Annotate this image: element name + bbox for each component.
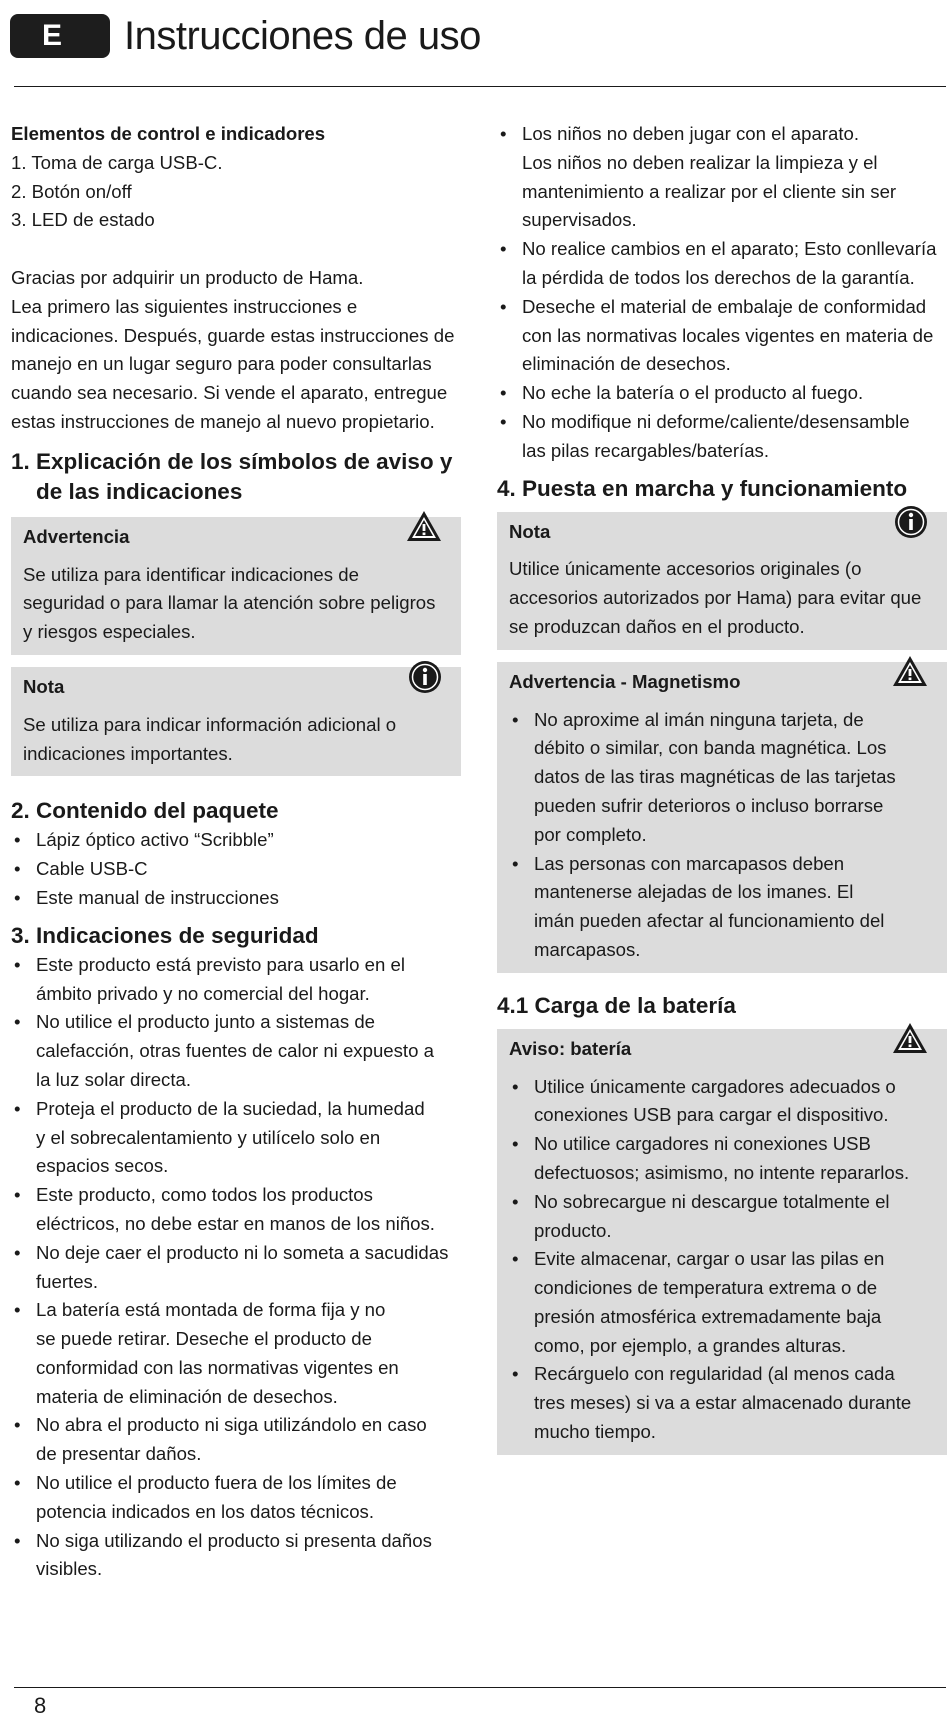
note-box <box>11 667 461 776</box>
list-item: • Lápiz óptico activo “Scribble” <box>11 826 461 855</box>
list-item: • No aproxime al imán ninguna tarjeta, de débito o similar, con banda magnética. Los datos de las tiras magnéticas de las tarjetas pueden sufrir deterioros o incluso borrarse por completo. <box>509 706 935 850</box>
page-number: 8 <box>34 1693 47 1718</box>
warning-box-title: Advertencia <box>23 525 130 547</box>
list-item: • No realice cambios en el aparato; Esto conllevaría la pérdida de todos los derechos de la garantía. <box>497 235 947 293</box>
list-item: • No utilice cargadores ni conexiones USB defectuosos; asimismo, no intente repararlos. <box>509 1130 935 1188</box>
safety-list-right <box>497 120 947 466</box>
language-tab: E <box>10 14 110 58</box>
warning-line: Se utiliza para identificar indicaciones de <box>23 563 359 585</box>
note-box-title: Nota <box>509 520 551 542</box>
right-column <box>497 120 947 1455</box>
list-item: • Deseche el material de embalaje de conformidad con las normativas locales vigentes en materia de eliminación de desechos. <box>497 293 947 379</box>
warning-line: seguridad o para llamar la atención sobre peligros <box>23 592 436 614</box>
list-item: • Proteja el producto de la suciedad, la humedad y el sobrecalentamiento y utilícelo solo en espacios secos. <box>11 1095 461 1181</box>
intro-line: estas instrucciones de manejo al nuevo propietario. <box>11 410 435 432</box>
magnetism-warning-title: Advertencia - Magnetismo <box>509 670 741 692</box>
controls-item: 1. Toma de carga USB-C. <box>11 151 223 173</box>
controls-item: 2. Botón on/off <box>11 180 132 202</box>
warning-triangle-icon <box>405 509 443 552</box>
controls-list <box>11 149 461 235</box>
intro-line: Lea primero las siguientes instrucciones e <box>11 295 358 317</box>
section-1-heading-line: 1. Explicación de los símbolos de aviso y <box>11 448 453 474</box>
note-line: accesorios autorizados por Hama) para evitar que <box>509 587 922 609</box>
info-circle-icon <box>893 504 929 549</box>
intro-line: Gracias por adquirir un producto de Hama. <box>11 266 364 288</box>
note-line: Utilice únicamente accesorios originales (o <box>509 558 862 580</box>
info-circle-icon <box>407 659 443 704</box>
battery-warning-box <box>497 1029 947 1455</box>
controls-item: 3. LED de estado <box>11 209 155 231</box>
list-item: • Este producto, como todos los productos eléctricos, no debe estar en manos de los niños. <box>11 1181 461 1239</box>
intro-line: indicaciones. Después, guarde estas instrucciones de <box>11 324 455 346</box>
battery-warning-list <box>509 1073 935 1447</box>
list-item: • No modifique ni deforme/caliente/desensamble las pilas recargables/baterías. <box>497 408 947 466</box>
list-item: • Cable USB-C <box>11 855 461 884</box>
package-contents-list <box>11 826 461 912</box>
note-line: Se utiliza para indicar información adicional o <box>23 713 397 735</box>
section-2-heading: 2. Contenido del paquete <box>11 798 279 824</box>
section-4-heading: 4. Puesta en marcha y funcionamiento <box>497 475 908 501</box>
warning-line: y riesgos especiales. <box>23 621 196 643</box>
footer-rule <box>14 1687 946 1688</box>
list-item: • Este manual de instrucciones <box>11 884 461 913</box>
note-line: indicaciones importantes. <box>23 742 233 764</box>
list-item: • Recárguelo con regularidad (al menos cada tres meses) si va a estar almacenado durante mucho tiempo. <box>509 1360 935 1446</box>
list-item: • No utilice el producto fuera de los límites de potencia indicados en los datos técnicos. <box>11 1469 461 1527</box>
controls-title: Elementos de control e indicadores <box>11 123 326 144</box>
warning-triangle-icon <box>891 1021 929 1064</box>
warning-triangle-icon <box>891 654 929 697</box>
section-1-heading-line: de las indicaciones <box>36 478 243 504</box>
header-rule <box>14 86 946 87</box>
list-item: • La batería está montada de forma fija y no se puede retirar. Deseche el producto de conformidad con las normativas vigentes en materia de eliminación de desechos. <box>11 1296 461 1411</box>
document-title: Instrucciones de uso <box>124 14 481 58</box>
note-box <box>497 512 947 650</box>
list-item: • Las personas con marcapasos deben mantenerse alejadas de los imanes. El imán pueden afectar al funcionamiento del marcapasos. <box>509 850 935 965</box>
list-item: • No utilice el producto junto a sistemas de calefacción, otras fuentes de calor ni expuesto a la luz solar directa. <box>11 1008 461 1094</box>
magnetism-warning-box <box>497 662 947 973</box>
page-header <box>10 12 481 60</box>
intro-line: manejo en un lugar seguro para poder consultarlas <box>11 353 432 375</box>
left-column <box>11 120 461 1584</box>
battery-warning-title: Aviso: batería <box>509 1037 632 1059</box>
section-3-heading: 3. Indicaciones de seguridad <box>11 922 319 948</box>
intro-line: cuando sea necesario. Si vende el aparato, entregue <box>11 382 448 404</box>
list-item: • Los niños no deben jugar con el aparato. Los niños no deben realizar la limpieza y el mantenimiento a realizar por el cliente sin ser supervisados. <box>497 120 947 235</box>
note-line: se produzcan daños en el producto. <box>509 615 805 637</box>
list-item: • No deje caer el producto ni lo someta a sacudidas fuertes. <box>11 1239 461 1297</box>
list-item: • No siga utilizando el producto si presenta daños visibles. <box>11 1527 461 1585</box>
list-item: • Este producto está previsto para usarlo en el ámbito privado y no comercial del hogar. <box>11 951 461 1009</box>
section-1-heading <box>11 447 461 507</box>
list-item: • No eche la batería o el producto al fuego. <box>497 379 947 408</box>
list-item: • Utilice únicamente cargadores adecuados o conexiones USB para cargar el dispositivo. <box>509 1073 935 1131</box>
intro-paragraph <box>11 264 461 437</box>
list-item: • No abra el producto ni siga utilizándolo en caso de presentar daños. <box>11 1411 461 1469</box>
list-item: • Evite almacenar, cargar o usar las pilas en condiciones de temperatura extrema o de presión atmosférica extremadamente baja como, por ejemplo, a grandes alturas. <box>509 1245 935 1360</box>
safety-list-left <box>11 951 461 1585</box>
note-box-title: Nota <box>23 675 65 697</box>
warning-box <box>11 517 461 655</box>
list-item: • No sobrecargue ni descargue totalmente el producto. <box>509 1188 935 1246</box>
section-4-1-heading: 4.1 Carga de la batería <box>497 992 736 1018</box>
magnetism-warning-list <box>509 706 935 965</box>
